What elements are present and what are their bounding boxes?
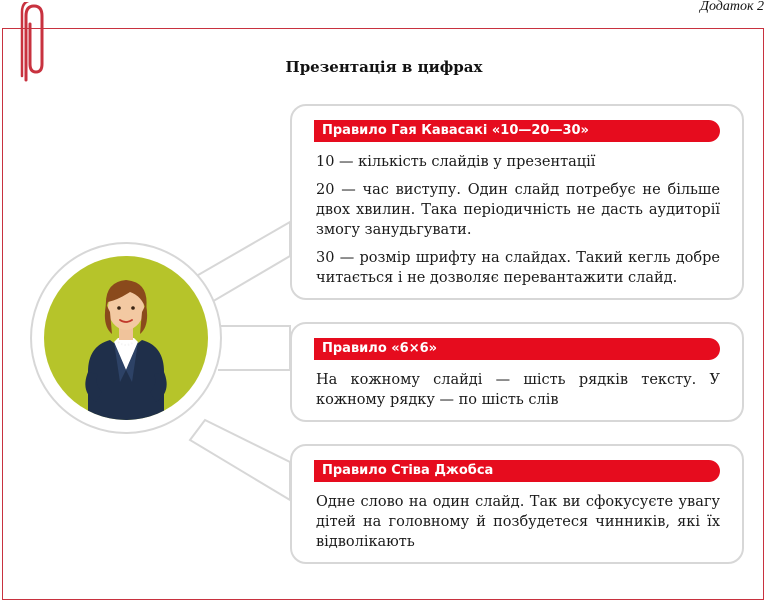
rule-item: 30 — розмір шрифту на слайдах. Такий кегль добре читається і не дозволяє перевантажити слайд.: [316, 250, 720, 286]
rule-body: [316, 492, 720, 560]
rule-card-6x6: [290, 322, 744, 422]
rule-item: Одне слово на один слайд. Так ви сфокусуєте увагу дітей на головному й позбудетеся чинників, які їх відволікають: [316, 494, 720, 550]
rule-item: 10 — кількість слайдів у презентації: [316, 154, 596, 170]
rule-card-jobs: [290, 444, 744, 564]
rule-body: [316, 152, 720, 296]
rule-body: [316, 370, 720, 418]
appendix-label: Додаток 2: [700, 0, 764, 14]
businesswoman-icon: [30, 242, 222, 434]
rule-item: 20 — час виступу. Один слайд потребує не більше двох хвилин. Така періодичність не дасть аудиторії змогу занудьгувати.: [316, 182, 720, 238]
rule-heading: Правило Гая Кавасакі «10—20—30»: [314, 120, 720, 142]
rule-item: На кожному слайді — шість рядків тексту. У кожному рядку — по шість слів: [316, 372, 720, 408]
rule-heading: Правило «6×6»: [314, 338, 720, 360]
rule-heading: Правило Стіва Джобса: [314, 460, 720, 482]
rule-card-kawasaki: [290, 104, 744, 300]
page-title: Презентація в цифрах: [285, 58, 483, 76]
